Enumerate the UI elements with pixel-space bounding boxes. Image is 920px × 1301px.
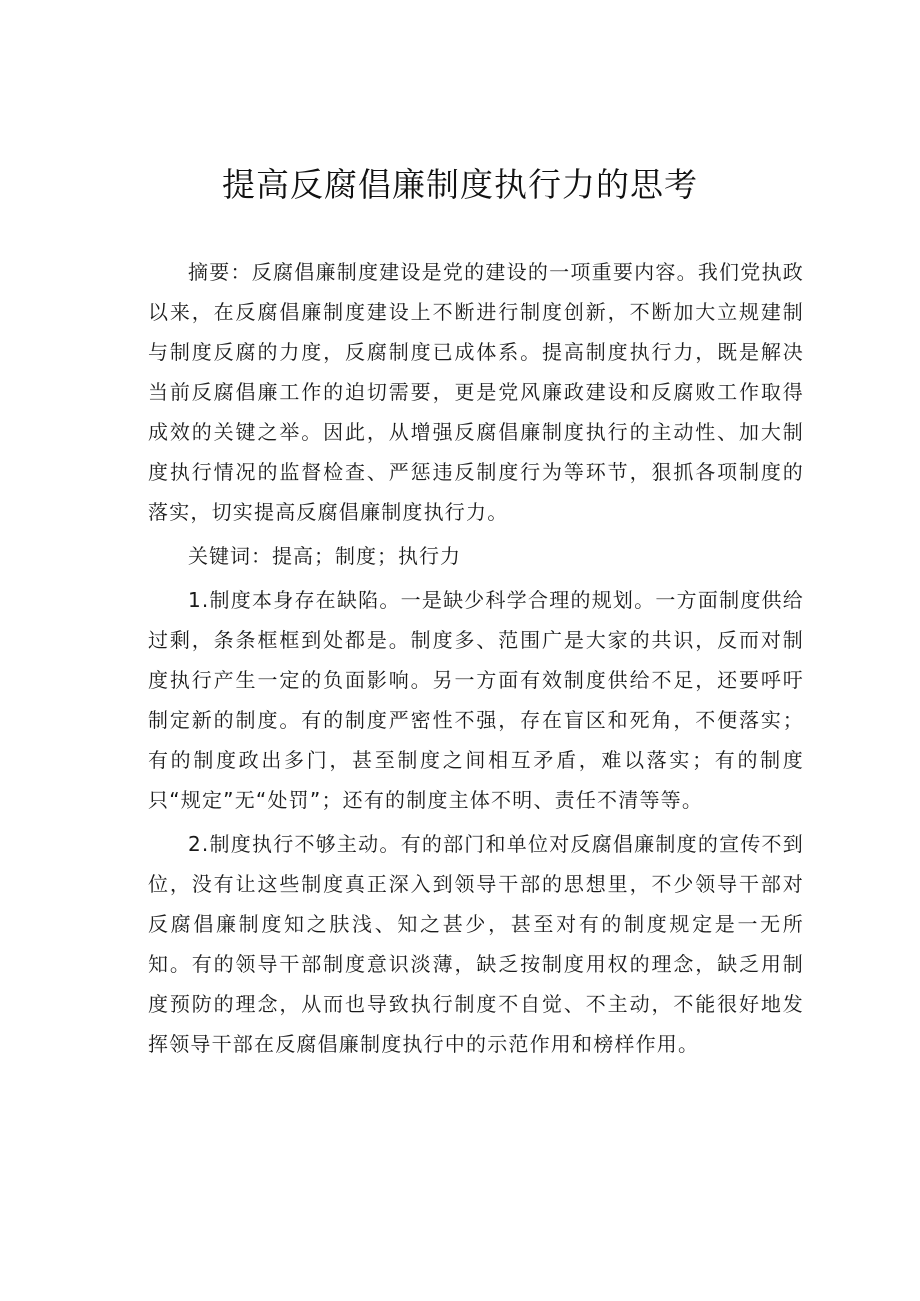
section-1-paragraph: 1.制度本身存在缺陷。一是缺少科学合理的规划。一方面制度供给过剩，条条框框到处都是。制度多、范围广是大家的共识，反而对制度执行产生一定的负面影响。另一方面有效制度供给不足，还要呼吁制定新的制度。有的制度严密性不强，存在盲区和死角，不便落实；有的制度政出多门，甚至制度之间相互矛盾，难以落实；有的制度只“规定”无“处罚”；还有的制度主体不明、责任不清等等。 bbox=[148, 588, 804, 812]
abstract-paragraph: 摘要：反腐倡廉制度建设是党的建设的一项重要内容。我们党执政以来，在反腐倡廉制度建设上不断进行制度创新，不断加大立规建制与制度反腐的力度，反腐制度已成体系。提高制度执行力，既是解决当前反腐倡廉工作的迫切需要，更是党风廉政建设和反腐败工作取得成效的关键之举。因此，从增强反腐倡廉制度执行的主动性、加大制度执行情况的监督检查、严惩违反制度行为等环节，狠抓各项制度的落实，切实提高反腐倡廉制度执行力。 bbox=[148, 260, 804, 524]
section-2-paragraph: 2.制度执行不够主动。有的部门和单位对反腐倡廉制度的宣传不到位，没有让这些制度真正深入到领导干部的思想里，不少领导干部对反腐倡廉制度知之肤浅、知之甚少，甚至对有的制度规定是一无所知。有的领导干部制度意识淡薄，缺乏按制度用权的理念，缺乏用制度预防的理念，从而也导致执行制度不自觉、不主动，不能很好地发挥领导干部在反腐倡廉制度执行中的示范作用和榜样作用。 bbox=[148, 832, 804, 1056]
document-title: 提高反腐倡廉制度执行力的思考 bbox=[222, 165, 698, 204]
keywords-paragraph: 关键词：提高；制度；执行力 bbox=[188, 544, 461, 568]
document-body bbox=[148, 252, 804, 1064]
